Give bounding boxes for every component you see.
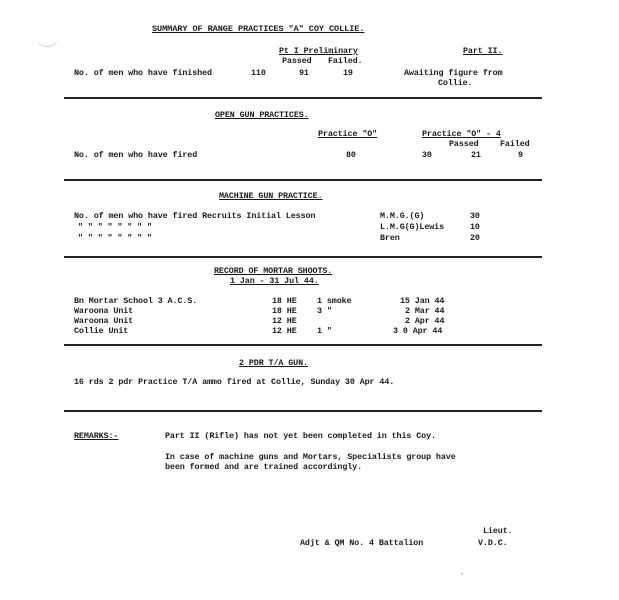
mortar-row-date: 15 Jan 44 xyxy=(400,296,445,306)
fired-practice-o4: 30 xyxy=(422,150,432,160)
mortar-row-unit: Collie Unit xyxy=(74,326,129,336)
part-ii-header: Part II. xyxy=(463,46,503,56)
passed-column-header: Passed xyxy=(282,56,312,66)
ditto-marks-row2: " " " " " " " " xyxy=(78,222,152,232)
mortar-row-extra: 1 " xyxy=(317,326,332,336)
machine-gun-row1-label: No. of men who have fired Recruits Initial Lesson xyxy=(74,211,316,221)
finished-count: 110 xyxy=(251,68,266,78)
machine-gun-heading: MACHINE GUN PRACTICE. xyxy=(219,191,323,201)
paper-speck xyxy=(461,573,463,575)
mortar-period: 1 Jan - 31 Jul 44. xyxy=(230,276,319,286)
signature-rank: Lieut. xyxy=(483,526,513,536)
fired-row-label: No. of men who have fired xyxy=(74,150,198,160)
mortar-row-rounds: 12 HE xyxy=(272,326,297,336)
mortar-row-unit: Bn Mortar School 3 A.C.S. xyxy=(74,296,198,306)
awaiting-note-line2: Collie. xyxy=(438,78,473,88)
remarks-line2: In case of machine guns and Mortars, Specialists group have xyxy=(165,452,456,462)
document-title: SUMMARY OF RANGE PRACTICES "A" COY COLLIE. xyxy=(152,24,365,34)
section-divider xyxy=(64,344,542,346)
punch-hole-mark xyxy=(36,28,58,47)
passed-count: 91 xyxy=(299,68,309,78)
machine-gun-row1-weapon: M.M.G.(G) xyxy=(380,211,425,221)
section-divider xyxy=(64,256,542,258)
mortar-row-date: 2 Mar 44 xyxy=(405,306,445,316)
mortar-heading: RECORD OF MORTAR SHOOTS. xyxy=(214,266,333,276)
open-gun-heading: OPEN GUN PRACTICES. xyxy=(215,110,309,120)
practice-o-header: Practice "O" xyxy=(318,129,378,139)
machine-gun-row2-weapon: L.M.G(G)Lewis xyxy=(380,222,445,232)
mortar-row-extra: 1 smoke xyxy=(317,296,352,306)
open-gun-failed-count: 9 xyxy=(518,150,523,160)
mortar-row-unit: Waroona Unit xyxy=(74,306,134,316)
open-gun-failed-header: Failed xyxy=(500,139,530,149)
mortar-row-rounds: 18 HE xyxy=(272,306,297,316)
failed-count: 19 xyxy=(343,68,353,78)
mortar-row-date: 2 Apr 44 xyxy=(405,316,445,326)
machine-gun-row1-value: 30 xyxy=(470,211,480,221)
section-divider xyxy=(64,97,542,99)
fired-practice-o: 80 xyxy=(346,150,356,160)
remarks-label: REMARKS:- xyxy=(74,431,119,441)
mortar-row-date: 3 0 Apr 44 xyxy=(393,326,443,336)
failed-column-header: Failed. xyxy=(328,56,363,66)
remarks-line3: been formed and are trained accordingly. xyxy=(165,462,363,472)
open-gun-passed-count: 21 xyxy=(471,150,481,160)
tagun-heading: 2 PDR T/A GUN. xyxy=(239,358,308,368)
section-divider xyxy=(64,179,542,181)
open-gun-passed-header: Passed xyxy=(449,139,479,149)
mortar-row-rounds: 18 HE xyxy=(272,296,297,306)
machine-gun-row2-value: 10 xyxy=(470,222,480,232)
awaiting-note-line1: Awaiting figure from xyxy=(404,68,503,78)
preliminary-header: Pt I Preliminary xyxy=(279,46,358,56)
tagun-text: 16 rds 2 pdr Practice T/A ammo fired at Collie, Sunday 30 Apr 44. xyxy=(74,377,395,387)
finished-row-label: No. of men who have finished xyxy=(74,68,212,78)
practice-o4-header: Practice "O" - 4 xyxy=(422,129,501,139)
signature-appointment: Adjt & QM No. 4 Battalion xyxy=(300,538,424,548)
mortar-row-extra: 3 " xyxy=(317,306,332,316)
mortar-row-unit: Waroona Unit xyxy=(74,316,134,326)
signature-unit: V.D.C. xyxy=(478,538,508,548)
remarks-line1: Part II (Rifle) has not yet been completed in this Coy. xyxy=(165,431,436,441)
machine-gun-row3-weapon: Bren xyxy=(380,233,400,243)
section-divider xyxy=(64,410,542,412)
ditto-marks-row3: " " " " " " " " xyxy=(78,233,152,243)
machine-gun-row3-value: 20 xyxy=(470,233,480,243)
mortar-row-rounds: 12 HE xyxy=(272,316,297,326)
